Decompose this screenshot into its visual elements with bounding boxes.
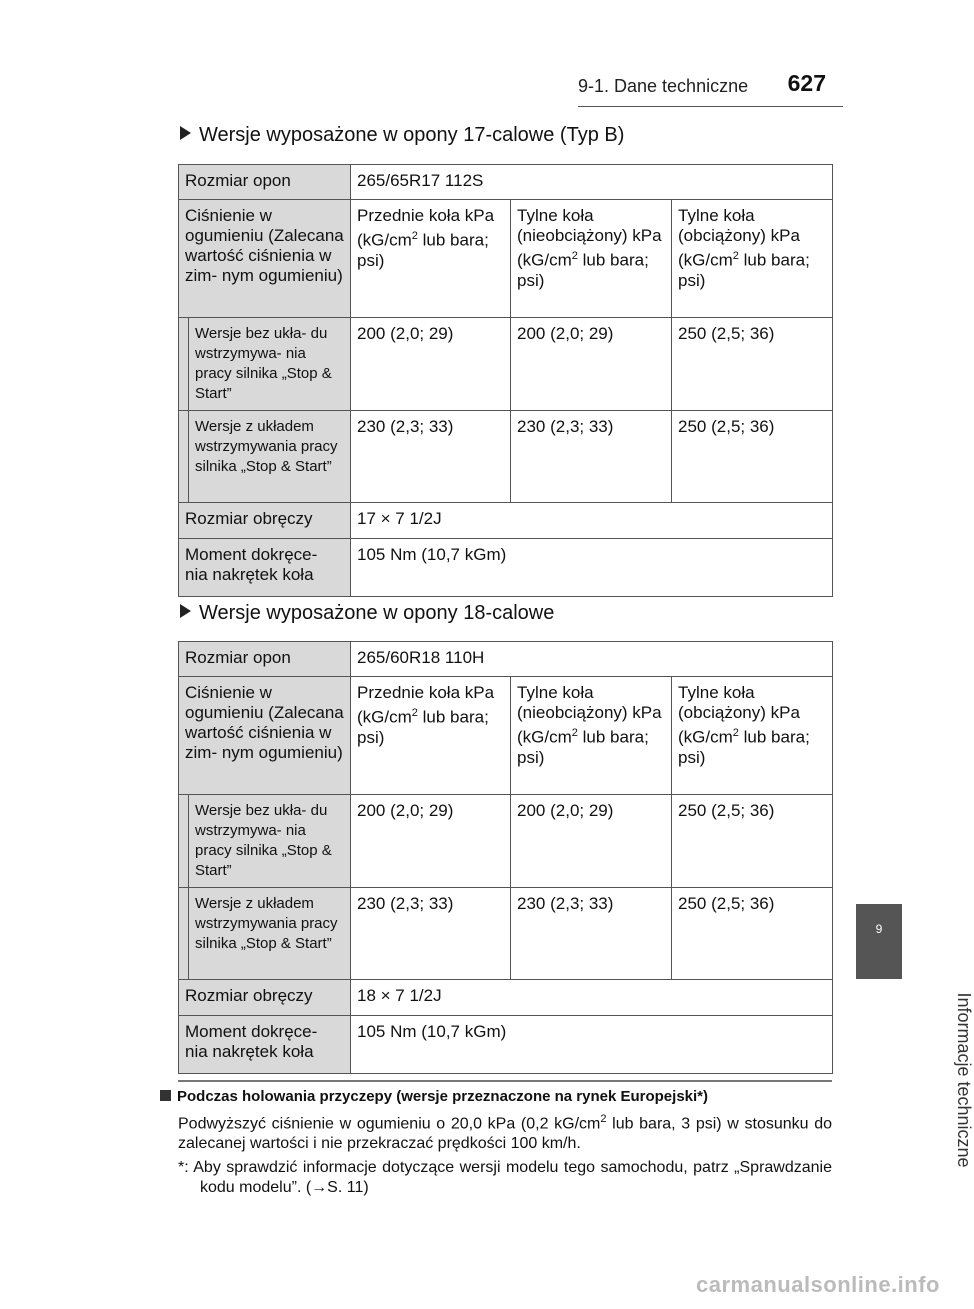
- table2-title: Wersje wyposażone w opony 18-calowe: [180, 602, 554, 625]
- tire-size-label: Rozmiar opon: [179, 642, 351, 677]
- towing-heading: Podczas holowania przyczepy (wersje przeznaczone na rynek Europejski*): [160, 1088, 832, 1105]
- table1-title: Wersje wyposażone w opony 17-calowe (Typ B): [180, 124, 624, 147]
- page-number: 627: [787, 70, 826, 96]
- row-label-stop-start: Wersje z układem wstrzymywania pracy silnika „Stop & Start”: [189, 888, 351, 980]
- torque-label: Moment dokręce- nia nakrętek koła: [179, 1016, 351, 1074]
- torque-value: 105 Nm (10,7 kGm): [351, 1016, 833, 1074]
- cell: 250 (2,5; 36): [672, 888, 833, 980]
- square-bullet-icon: [160, 1090, 171, 1101]
- section-title: 9-1. Dane techniczne: [578, 76, 749, 96]
- rear-loaded-header: Tylne koła (obciążony) kPa ($kG/cm^2$ lub bara; psi): [672, 200, 833, 318]
- rear-loaded-header: Tylne koła (obciążony) kPa ($kG/cm^2$ lub bara; psi): [672, 677, 833, 795]
- rim-value: 17 × 7 1/2J: [351, 503, 833, 539]
- front-wheels-header: Przednie koła kPa ($kG/cm^2$ lub bara; psi): [351, 200, 511, 318]
- row-label-no-stop-start: Wersje bez ukła- du wstrzymywa- nia pracy silnika „Stop & Start”: [189, 318, 351, 411]
- chapter-number: 9: [875, 922, 883, 936]
- table-row: [179, 1016, 833, 1074]
- cell: 250 (2,5; 36): [672, 795, 833, 888]
- cell: 230 (2,3; 33): [511, 411, 672, 503]
- cell: 200 (2,0; 29): [511, 795, 672, 888]
- towing-note: [160, 1080, 832, 1198]
- table-row: [179, 539, 833, 597]
- chapter-tab: [856, 904, 902, 979]
- table-row: [179, 677, 833, 795]
- tire-size-value: 265/65R17 112S: [351, 165, 833, 200]
- page-header: [578, 70, 868, 108]
- arrow-right-icon: [180, 126, 191, 140]
- table-row: [179, 795, 833, 888]
- cell: 250 (2,5; 36): [672, 318, 833, 411]
- pressure-label: Ciśnienie w ogumieniu (Zalecana wartość ciśnienia w zim- nym ogumieniu): [179, 677, 351, 795]
- torque-value: 105 Nm (10,7 kGm): [351, 539, 833, 597]
- table-row: [179, 642, 833, 677]
- table-row: [179, 503, 833, 539]
- table-row: [179, 318, 833, 411]
- pressure-label: Ciśnienie w ogumieniu (Zalecana wartość ciśnienia w zim- nym ogumieniu): [179, 200, 351, 318]
- rear-unloaded-header: Tylne koła (nieobciążony) kPa ($kG/cm^2$ lub bara; psi): [511, 677, 672, 795]
- table-row: [179, 980, 833, 1016]
- header-rule: [578, 106, 843, 107]
- cell: 250 (2,5; 36): [672, 411, 833, 503]
- rim-label: Rozmiar obręczy: [179, 503, 351, 539]
- front-wheels-header: Przednie koła kPa ($kG/cm^2$ lub bara; psi): [351, 677, 511, 795]
- rim-label: Rozmiar obręczy: [179, 980, 351, 1016]
- tire-table-17: [178, 164, 833, 597]
- rim-value: 18 × 7 1/2J: [351, 980, 833, 1016]
- table-row: [179, 888, 833, 980]
- cell: 200 (2,0; 29): [351, 795, 511, 888]
- towing-text: Podwyższyć ciśnienie w ogumieniu o 20,0 kPa (0,2 $kG/cm^2$ lub bara, 3 psi) w stosunku do zalecanej wartości i nie przekraczać prędkości 100 km/h.: [178, 1113, 833, 1153]
- towing-footnote: *: Aby sprawdzić informacje dotyczące wersji modelu tego samochodu, patrz „Sprawdzanie kodu modelu”. (→S. 11): [178, 1159, 832, 1197]
- rear-unloaded-header: Tylne koła (nieobciążony) kPa ($kG/cm^2$ lub bara; psi): [511, 200, 672, 318]
- divider: [178, 1080, 832, 1082]
- tire-size-label: Rozmiar opon: [179, 165, 351, 200]
- chapter-title: Informacje techniczne: [954, 992, 974, 1168]
- table-row: [179, 165, 833, 200]
- tire-table-18: [178, 641, 833, 1074]
- table-row: [179, 411, 833, 503]
- cell: 230 (2,3; 33): [511, 888, 672, 980]
- cell: 200 (2,0; 29): [351, 318, 511, 411]
- table-row: [179, 200, 833, 318]
- arrow-right-icon: [180, 604, 191, 618]
- cell: 230 (2,3; 33): [351, 411, 511, 503]
- watermark: carmanualsonline.info: [696, 1272, 940, 1297]
- torque-label: Moment dokręce- nia nakrętek koła: [179, 539, 351, 597]
- cell: 200 (2,0; 29): [511, 318, 672, 411]
- cell: 230 (2,3; 33): [351, 888, 511, 980]
- row-label-no-stop-start: Wersje bez ukła- du wstrzymywa- nia pracy silnika „Stop & Start”: [189, 795, 351, 888]
- chapter-side-title: [852, 985, 974, 1175]
- tire-size-value: 265/60R18 110H: [351, 642, 833, 677]
- row-label-stop-start: Wersje z układem wstrzymywania pracy silnika „Stop & Start”: [189, 411, 351, 503]
